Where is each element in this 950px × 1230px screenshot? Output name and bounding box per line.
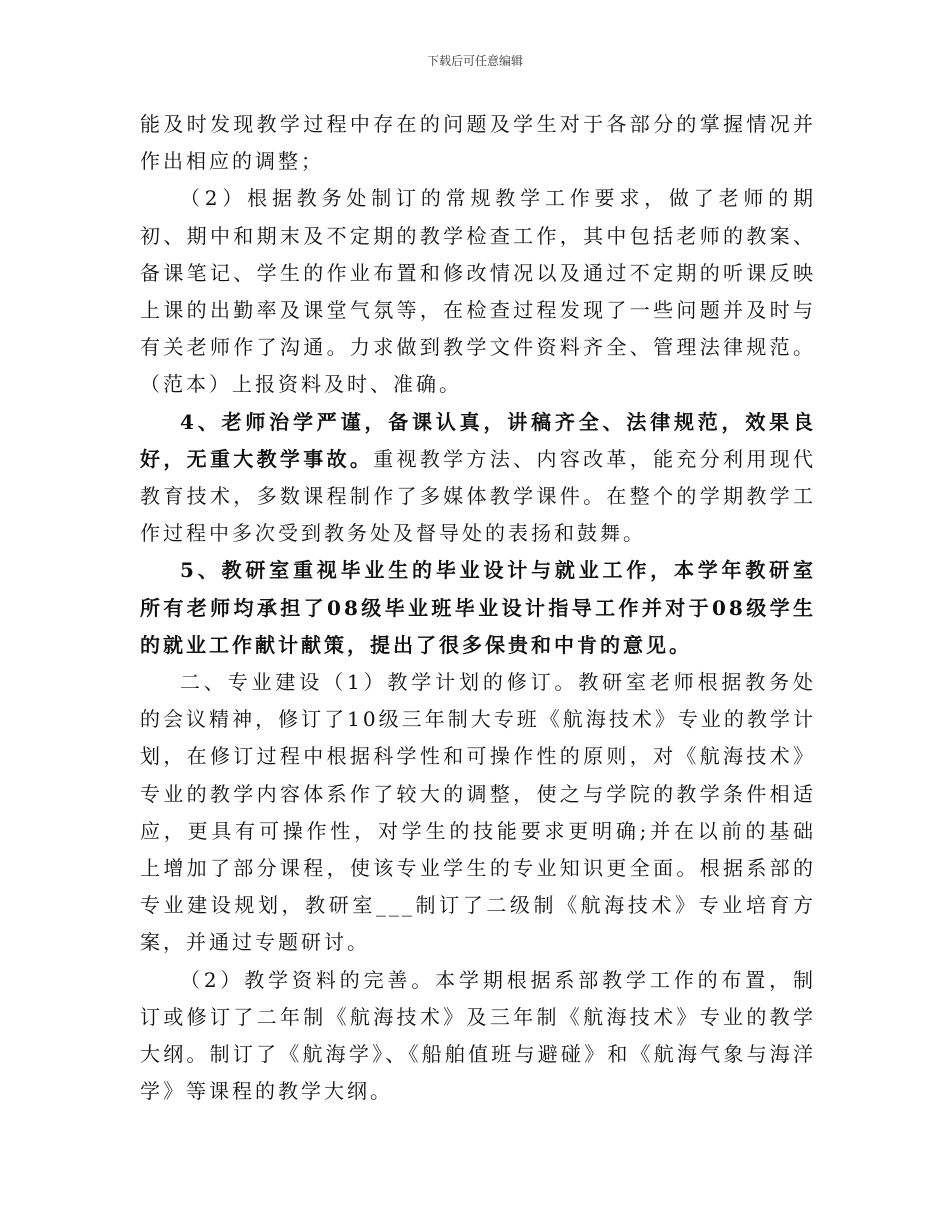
paragraph-bold-lead: 4、老师治学严谨，备课认真，讲稿齐全、法律规范，效果良好，无重大教学事故。 — [140, 409, 816, 471]
paragraph-graduation — [140, 552, 816, 664]
paragraph-text: 重视教学方法、内容改革，能充分利用现代教育技术，多数课程制作了多媒体教学课件。在整个的学期教学工作过程中多次受到教务处及督导处的表扬和鼓舞。 — [140, 446, 817, 546]
paragraph-specialty-building — [140, 664, 816, 962]
document-body — [140, 106, 816, 1110]
paragraph-teacher-quality — [140, 404, 816, 553]
paragraph-text: 二、专业建设（1）教学计划的修订。教研室老师根据教务处的会议精神，修订了10级三年制大专班《航海技术》专业的教学计划，在修订过程中根据科学性和可操作性的原则，对《航海技术》专业的教学内容体系作了较大的调整，使之与学院的教学条件相适应，更具有可操作性，对学生的技能要求更明确;并在以前的基础上增加了部分课程，使该专业学生的专业知识更全面。根据系部的专业建设规划，教研室___制订了二级制《航海技术》专业培育方案，并通过专题研讨。 — [140, 670, 816, 955]
paragraph-teaching-materials — [140, 962, 816, 1111]
paragraph-text: （2）教学资料的完善。本学期根据系部教学工作的布置，制订或修订了二年制《航海技术》及三年制《航海技术》专业的教学大纲。制订了《航海学》、《船舶值班与避碰》和《航海气象与海洋学》等课程的教学大纲。 — [140, 967, 816, 1104]
paragraph-bold-lead: 5、教研室重视毕业生的毕业设计与就业工作，本学年教研室所有老师均承担了08级毕业班毕业设计指导工作并对于08级学生的就业工作献计献策，提出了很多保贵和中肯的意见。 — [140, 558, 816, 657]
paragraph-text: 能及时发现教学过程中存在的问题及学生对于各部分的掌握情况并作出相应的调整； — [140, 112, 816, 174]
page-header: 下载后可任意编辑 — [426, 54, 523, 68]
paragraph-inspection — [140, 180, 816, 403]
paragraph-continuation — [140, 106, 816, 180]
paragraph-text: （2）根据教务处制订的常规教学工作要求，做了老师的期初、期中和期末及不定期的教学检查工作，其中包括老师的教案、备课笔记、学生的作业布置和修改情况以及通过不定期的听课反映上课的出勤率及课堂气氛等，在检查过程发现了一些问题并及时与有关老师作了沟通。力求做到教学文件资料齐全、管理法律规范。（范本）上报资料及时、准确。 — [140, 186, 816, 397]
